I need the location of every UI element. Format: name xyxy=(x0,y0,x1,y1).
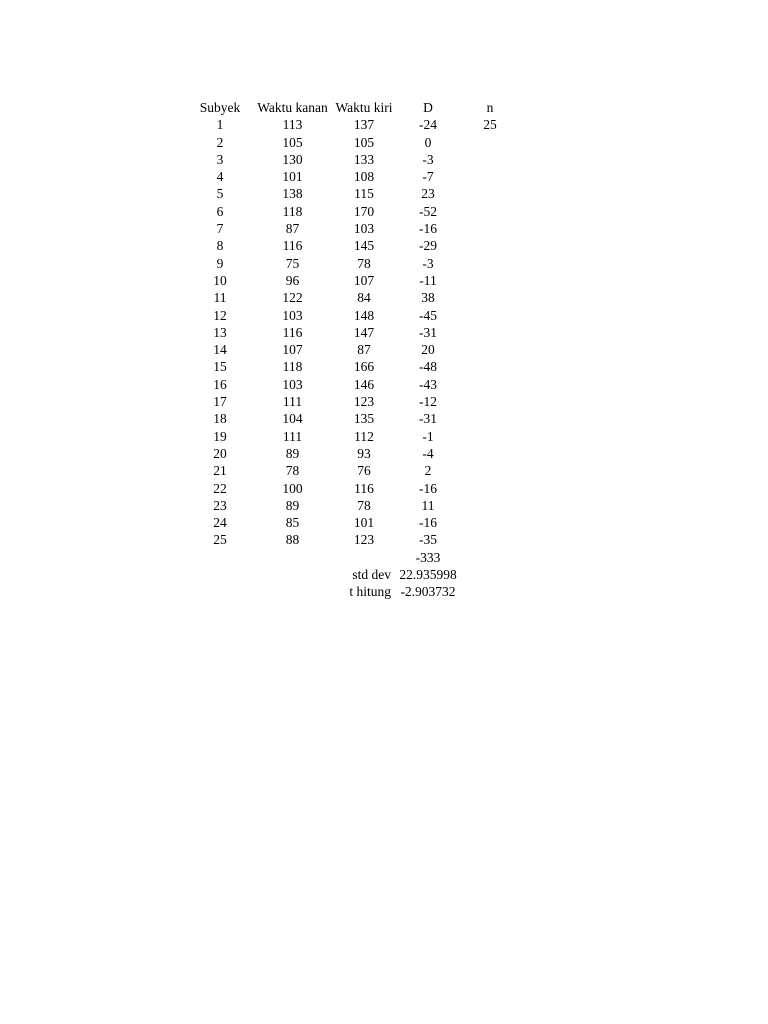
cell-subyek: 13 xyxy=(213,324,227,340)
cell-waktu-kanan: 138 xyxy=(282,186,303,202)
cell-subyek: 25 xyxy=(213,532,227,548)
cell-waktu-kanan: 118 xyxy=(282,359,303,375)
cell-waktu-kanan: 111 xyxy=(282,428,303,444)
cell-waktu-kiri: 133 xyxy=(353,151,375,167)
cell-d: -16 xyxy=(419,221,437,237)
table-row xyxy=(184,410,520,427)
cell-d: -24 xyxy=(419,117,437,133)
table-row xyxy=(184,185,520,202)
cell-d: -48 xyxy=(419,359,437,375)
cell-subyek: 11 xyxy=(213,290,227,306)
cell-waktu-kiri: 105 xyxy=(353,134,375,150)
stat-label: t hitung xyxy=(349,584,391,600)
cell-waktu-kanan: 101 xyxy=(282,169,303,185)
cell-waktu-kiri: 78 xyxy=(357,497,371,513)
cell-waktu-kanan: 103 xyxy=(282,307,303,323)
cell-subyek: 16 xyxy=(213,376,227,392)
cell-subyek: 5 xyxy=(216,186,224,202)
cell-d: -45 xyxy=(419,307,437,323)
table-row xyxy=(184,341,520,358)
cell-subyek: 15 xyxy=(213,359,227,375)
cell-waktu-kanan: 116 xyxy=(282,238,303,254)
table-row xyxy=(184,393,520,410)
cell-waktu-kiri: 115 xyxy=(354,186,374,202)
table-row xyxy=(184,428,520,445)
cell-subyek: 17 xyxy=(213,394,227,410)
table-row xyxy=(184,134,520,151)
cell-waktu-kiri: 123 xyxy=(353,394,375,410)
cell-subyek: 6 xyxy=(216,203,224,219)
header-d: D xyxy=(423,100,433,115)
stat-row-std-dev xyxy=(184,566,520,583)
cell-waktu-kanan: 107 xyxy=(282,342,303,358)
table-row xyxy=(184,289,520,306)
table-row xyxy=(184,237,520,254)
table-row xyxy=(184,255,520,272)
table-row xyxy=(184,514,520,531)
cell-subyek: 23 xyxy=(213,497,227,513)
table-row xyxy=(184,376,520,393)
stat-value: -2.903732 xyxy=(400,584,456,600)
header-subyek: Subyek xyxy=(199,100,241,115)
cell-waktu-kanan: 105 xyxy=(282,134,303,150)
cell-d: -35 xyxy=(419,532,437,548)
cell-waktu-kiri: 137 xyxy=(353,117,375,133)
cell-waktu-kanan: 88 xyxy=(285,532,300,548)
cell-waktu-kanan: 104 xyxy=(282,411,303,427)
cell-waktu-kiri: 135 xyxy=(353,411,375,427)
cell-waktu-kanan: 87 xyxy=(285,221,300,237)
cell-waktu-kanan: 89 xyxy=(285,445,300,461)
cell-waktu-kanan: 100 xyxy=(282,480,303,496)
cell-d: -31 xyxy=(419,411,437,427)
cell-d: -12 xyxy=(419,394,437,410)
cell-waktu-kiri: 116 xyxy=(354,480,374,496)
table-row xyxy=(184,358,520,375)
table-row xyxy=(184,480,520,497)
cell-waktu-kiri: 166 xyxy=(353,359,375,375)
cell-waktu-kiri: 101 xyxy=(353,515,375,531)
cell-waktu-kanan: 111 xyxy=(282,394,303,410)
table-row xyxy=(184,497,520,514)
cell-waktu-kiri: 170 xyxy=(353,203,375,219)
cell-waktu-kiri: 93 xyxy=(357,445,371,461)
table-row xyxy=(184,445,520,462)
table-row xyxy=(184,307,520,324)
stat-row-t-hitung xyxy=(184,583,520,600)
cell-d: 23 xyxy=(421,186,435,202)
cell-waktu-kiri: 145 xyxy=(353,238,375,254)
cell-subyek: 14 xyxy=(213,342,227,358)
cell-d: -11 xyxy=(419,272,437,288)
cell-waktu-kanan: 78 xyxy=(285,463,300,479)
cell-subyek: 24 xyxy=(213,515,227,531)
cell-d: 0 xyxy=(424,134,432,150)
table-row xyxy=(184,324,520,341)
cell-d: -31 xyxy=(419,324,437,340)
table-row xyxy=(184,462,520,479)
cell-subyek: 7 xyxy=(216,221,224,237)
cell-d: -1 xyxy=(422,428,434,444)
cell-waktu-kanan: 85 xyxy=(285,515,300,531)
spreadsheet-table xyxy=(184,99,520,601)
cell-waktu-kiri: 103 xyxy=(353,221,375,237)
cell-subyek: 1 xyxy=(216,117,224,133)
cell-subyek: 10 xyxy=(213,272,227,288)
cell-d: 38 xyxy=(421,290,435,306)
cell-d: -3 xyxy=(422,151,434,167)
cell-subyek: 4 xyxy=(216,169,224,185)
table-row xyxy=(184,116,520,133)
cell-d: 11 xyxy=(421,497,435,513)
cell-subyek: 9 xyxy=(216,255,224,271)
cell-n-value: 25 xyxy=(483,117,497,133)
cell-subyek: 2 xyxy=(216,134,224,150)
cell-subyek: 3 xyxy=(216,151,224,167)
table-row xyxy=(184,151,520,168)
cell-d: 20 xyxy=(421,342,435,358)
cell-waktu-kanan: 75 xyxy=(285,255,300,271)
data-rows xyxy=(184,116,520,548)
cell-waktu-kiri: 84 xyxy=(357,290,371,306)
stat-value: 22.935998 xyxy=(399,567,457,583)
cell-waktu-kiri: 76 xyxy=(357,463,371,479)
cell-waktu-kanan: 89 xyxy=(285,497,300,513)
cell-d: -3 xyxy=(422,255,434,271)
header-waktu-kiri: Waktu kiri xyxy=(335,100,393,115)
cell-waktu-kanan: 116 xyxy=(282,324,303,340)
header-row xyxy=(184,99,520,116)
table-row xyxy=(184,203,520,220)
cell-subyek: 21 xyxy=(213,463,227,479)
cell-waktu-kiri: 148 xyxy=(353,307,375,323)
sum-d-value: -333 xyxy=(415,549,441,565)
cell-waktu-kanan: 103 xyxy=(282,376,303,392)
cell-waktu-kanan: 118 xyxy=(282,203,303,219)
cell-waktu-kiri: 78 xyxy=(357,255,371,271)
sum-row xyxy=(184,549,520,566)
cell-subyek: 22 xyxy=(213,480,227,496)
cell-waktu-kanan: 130 xyxy=(282,151,303,167)
cell-subyek: 19 xyxy=(213,428,227,444)
cell-subyek: 8 xyxy=(216,238,224,254)
cell-waktu-kiri: 107 xyxy=(353,272,375,288)
cell-subyek: 18 xyxy=(213,411,227,427)
cell-subyek: 20 xyxy=(213,445,227,461)
table-row xyxy=(184,168,520,185)
cell-subyek: 12 xyxy=(213,307,227,323)
cell-d: 2 xyxy=(424,463,432,479)
cell-d: -29 xyxy=(419,238,437,254)
cell-d: -4 xyxy=(422,445,434,461)
cell-waktu-kiri: 147 xyxy=(353,324,375,340)
cell-d: -16 xyxy=(419,515,437,531)
table-row xyxy=(184,531,520,548)
cell-d: -7 xyxy=(422,169,434,185)
cell-waktu-kanan: 113 xyxy=(282,117,303,133)
cell-waktu-kiri: 146 xyxy=(353,376,375,392)
table-row xyxy=(184,272,520,289)
cell-d: -43 xyxy=(419,376,437,392)
cell-d: -52 xyxy=(419,203,437,219)
header-n: n xyxy=(486,100,494,115)
stat-label: std dev xyxy=(352,567,391,583)
header-waktu-kanan: Waktu kanan xyxy=(257,100,328,115)
cell-waktu-kiri: 108 xyxy=(353,169,375,185)
cell-waktu-kiri: 87 xyxy=(357,342,371,358)
cell-waktu-kanan: 122 xyxy=(282,290,303,306)
cell-waktu-kanan: 96 xyxy=(285,272,300,288)
cell-waktu-kiri: 123 xyxy=(353,532,375,548)
cell-d: -16 xyxy=(419,480,437,496)
cell-waktu-kiri: 112 xyxy=(354,428,374,444)
table-row xyxy=(184,220,520,237)
